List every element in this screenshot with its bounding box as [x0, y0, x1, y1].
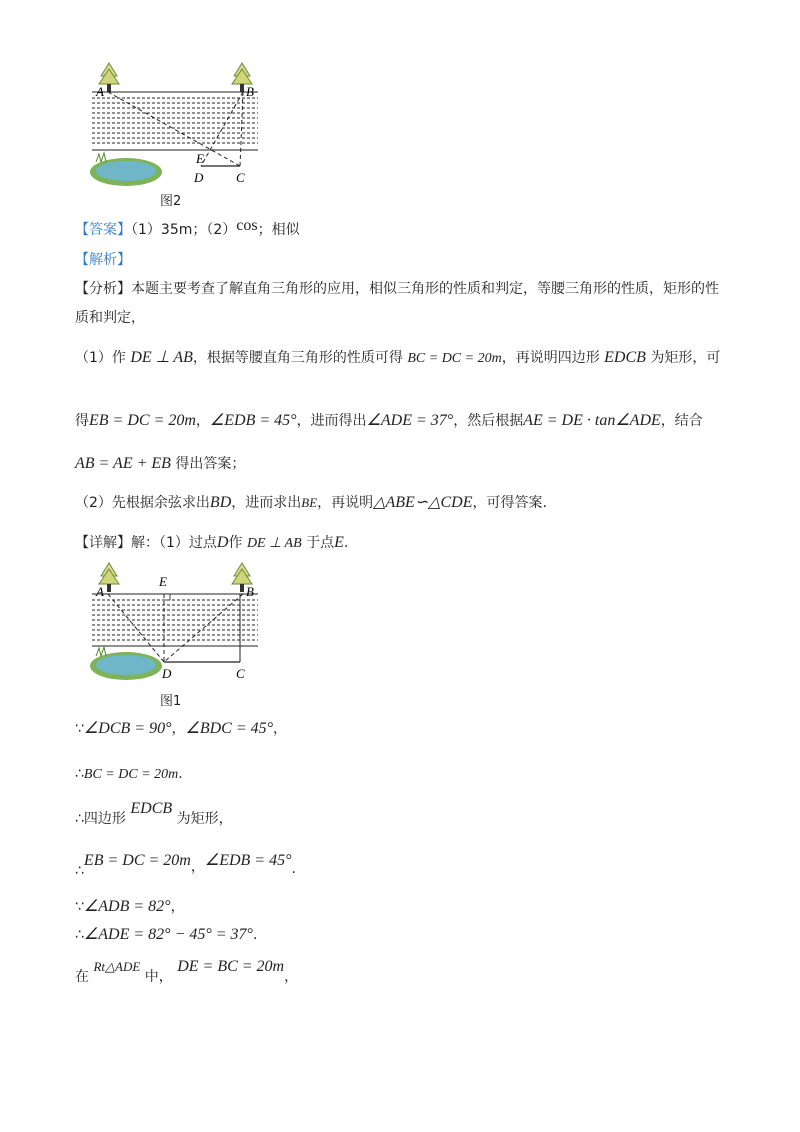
step-math: ∠ADE = 82° − 45° = 37° [83, 926, 253, 943]
figure-2-diagram [80, 58, 270, 193]
part1-math: ∠EDB = 45° [209, 412, 297, 429]
fig1-label-a: A [96, 584, 104, 599]
part2-math: BE [301, 495, 318, 510]
detail-text: . [343, 535, 349, 551]
step-7 [75, 956, 299, 985]
part1-math: EB = DC = 20m [89, 412, 196, 429]
part1-line-1 [75, 347, 720, 367]
part2-text: （2）先根据余弦求出 [75, 495, 210, 511]
part2-line [75, 492, 547, 512]
detail-text: 解：（1）过点 [131, 535, 217, 551]
part1-math: EDCB [604, 349, 646, 366]
part1-line-3 [75, 453, 245, 473]
fig2-label-c: C [236, 170, 245, 185]
fenxi-line-2: 质和判定， [75, 310, 145, 326]
answer-part1: （1）35m；（2） [131, 222, 237, 238]
step-text: 中， [144, 969, 173, 985]
step-6 [75, 924, 257, 944]
step-text: ， [171, 721, 186, 737]
part1-text: ，结合 [660, 413, 703, 429]
part2-text: ，进而求出 [231, 495, 302, 511]
step-text: 四边形 [83, 811, 126, 827]
fig1-label-b: B [246, 584, 254, 599]
part1-math: ∠ADE = 37° [366, 412, 454, 429]
figure-1-caption: 图1 [160, 694, 182, 709]
step-text: 为矩形， [176, 811, 233, 827]
part1-math: AB = AE + EB [75, 455, 171, 472]
part1-math: DE ⊥ AB [130, 349, 193, 366]
step-text: ， [273, 721, 288, 737]
part2-math: BD [209, 494, 232, 511]
therefore-symbol: ∴ [75, 927, 84, 943]
part2-text: ，再说明 [317, 495, 374, 511]
step-2 [75, 766, 183, 783]
part1-text: （1）作 [75, 350, 126, 366]
step-text: . [178, 766, 183, 782]
detail-text: 作 [228, 535, 243, 551]
pond-icon [90, 647, 162, 680]
because-symbol: ∵ [75, 721, 84, 737]
detail-math: E [334, 534, 344, 551]
step-text: 在 [75, 969, 89, 985]
detail-math: DE ⊥ AB [246, 536, 302, 551]
step-math: EB = DC = 20m [83, 852, 191, 869]
river-lines [92, 594, 258, 646]
step-text: ， [170, 899, 185, 915]
therefore-symbol: ∴ [75, 863, 84, 879]
step-math: DE = BC = 20m [177, 958, 285, 975]
part1-text: ，再说明四边形 [501, 350, 600, 366]
figure-1-diagram [80, 558, 270, 688]
fig2-label-b: B [246, 84, 254, 99]
step-text: ， [284, 969, 299, 985]
therefore-symbol: ∴ [75, 766, 84, 782]
part1-math: AE = DE · tan∠ADE [523, 412, 661, 429]
step-math: EDCB [130, 800, 173, 817]
part2-text: ，可得答案. [472, 495, 547, 511]
river-lines [92, 92, 258, 150]
part1-text: ， [195, 413, 210, 429]
fig1-label-d: D [162, 666, 172, 681]
answer-line [75, 219, 300, 239]
detail-text: 于点 [306, 535, 335, 551]
part1-math: BC = DC = 20m [407, 351, 502, 366]
because-symbol: ∵ [75, 899, 84, 915]
step-4 [75, 850, 296, 879]
answer-tag: 【答案】 [75, 222, 131, 238]
detail-line [75, 532, 348, 552]
part1-line-2 [75, 410, 703, 430]
part1-text: ，然后根据 [453, 413, 524, 429]
step-math: ∠DCB = 90° [83, 720, 172, 737]
part1-text: ，进而得出 [296, 413, 367, 429]
fig1-label-e: E [159, 574, 167, 589]
fig2-label-e: E [196, 151, 204, 166]
answer-cos: cos [236, 217, 258, 234]
therefore-symbol: ∴ [75, 811, 84, 827]
step-math: ∠ADB = 82° [83, 898, 171, 915]
step-text: ， [190, 859, 205, 875]
part1-text: 得 [75, 413, 89, 429]
step-3 [75, 800, 233, 828]
fenxi-line-1: 【分析】本题主要考查了解直角三角形的应用，相似三角形的性质和判定，等腰三角形的性质，矩形的性 [75, 281, 719, 297]
step-math: ∠BDC = 45° [185, 720, 274, 737]
step-math: Rt△ADE [93, 959, 141, 974]
detail-tag: 【详解】 [75, 535, 131, 551]
part1-text: ，根据等腰直角三角形的性质可得 [192, 350, 403, 366]
pond-icon [90, 153, 162, 186]
part2-math: △ABE∽△CDE [373, 494, 473, 511]
fig2-label-a: A [96, 84, 104, 99]
step-text: . [291, 861, 296, 877]
fig2-label-d: D [194, 170, 204, 185]
step-5 [75, 896, 185, 916]
figure-2-caption: 图2 [160, 194, 182, 209]
part1-text: 为矩形，可 [650, 350, 721, 366]
step-math: BC = DC = 20m [83, 767, 179, 782]
step-math: ∠EDB = 45° [204, 852, 292, 869]
detail-math: D [216, 534, 229, 551]
step-1 [75, 718, 287, 738]
analysis-tag: 【解析】 [75, 252, 131, 268]
part1-text: 得出答案； [175, 456, 246, 472]
step-text: . [252, 927, 258, 943]
answer-part2: ；相似 [257, 222, 300, 238]
fig1-label-c: C [236, 666, 245, 681]
